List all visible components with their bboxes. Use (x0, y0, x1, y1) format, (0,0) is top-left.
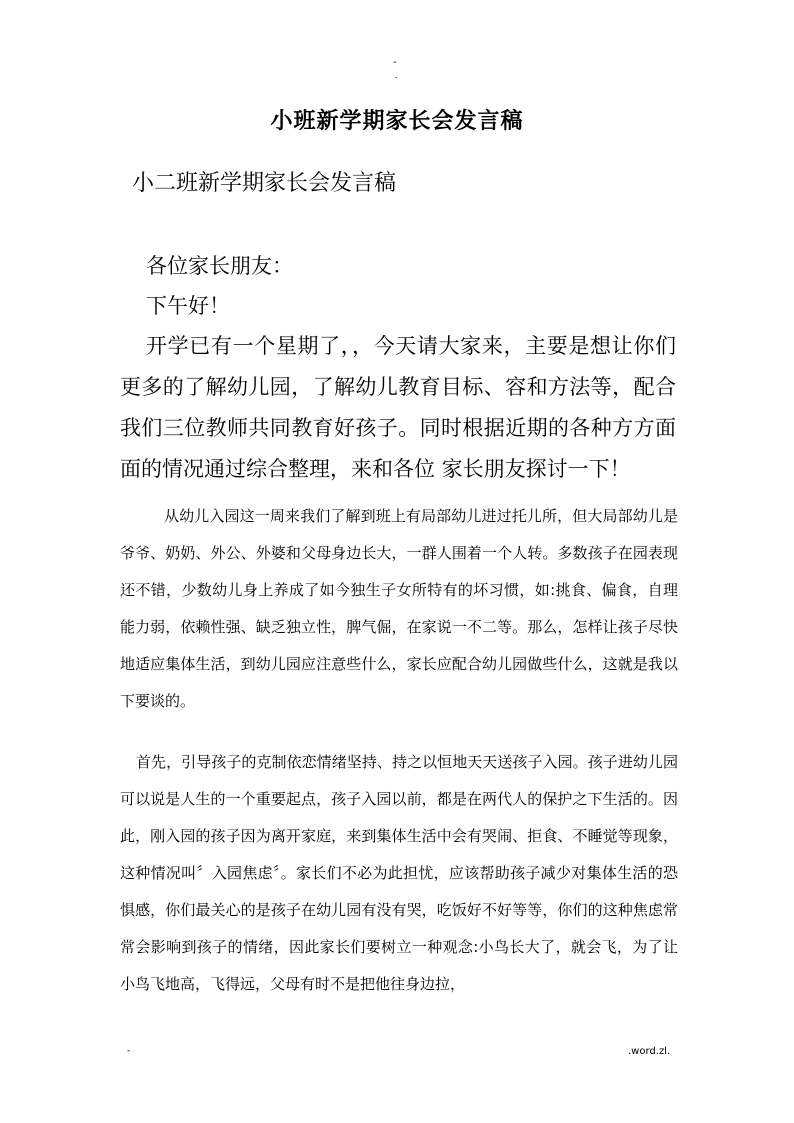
body-paragraph: 从幼儿入园这一周来我们了解到班上有局部幼儿进过托儿所，但大局部幼儿是爷爷、奶奶、外公、外婆和父母身边长大，一群人围着一个人转。多数孩子在园表现还不错，少数幼儿身上养成了如今独生子女所特有的坏习惯，如:挑食、偏食，自理能力弱，依赖性强、缺乏独立性，脾气倔，在家说一不二等。那么，怎样让孩子尽快地适应集体生活，到幼儿园应注意些什么，家长应配合幼儿园做些什么，这就是我以下要谈的。 (120, 507, 678, 710)
document-title: 小班新学期家长会发言稿 (270, 109, 524, 134)
header-mark: - (393, 57, 397, 68)
header-dot: . (395, 71, 398, 80)
footer-watermark: .word.zl. (628, 1046, 671, 1057)
greeting-line: 下午好！ (146, 294, 230, 318)
document-subtitle: 小二班新学期家长会发言稿 (132, 171, 397, 196)
greeting-line: 各位家长朋友： (146, 254, 293, 278)
intro-paragraph: 开学已有一个星期了，，今天请大家来，主要是想让你们更多的了解幼儿园，了解幼儿教育目标、容和方法等，配合我们三位教师共同教育好孩子。同时根据近期的各种方方面面的情况通过综合整理，来和各位 家长朋友探讨一下！ (120, 334, 676, 481)
body-paragraph: 首先，引导孩子的克制依恋情绪坚持、持之以恒地天天送孩子入园。孩子进幼儿园可以说是人生的一个重要起点，孩子入园以前，都是在两代人的保护之下生活的。因此，刚入园的孩子因为离开家庭，来到集体生活中会有哭闹、拒食、不睡觉等现象，这种情况叫〞入园焦虑〞。家长们不必为此担忧，应该帮助孩子减少对集体生活的恐惧感，你们最关心的是孩子在幼儿园有没有哭，吃饭好不好等等，你们的这种焦虑常常会影响到孩子的情绪，因此家长们要树立一种观念:小鸟长大了，就会飞，为了让小鸟飞地高，飞得远，父母有时不是把他往身边拉， (120, 753, 678, 993)
footer-mark: - (127, 1046, 131, 1056)
